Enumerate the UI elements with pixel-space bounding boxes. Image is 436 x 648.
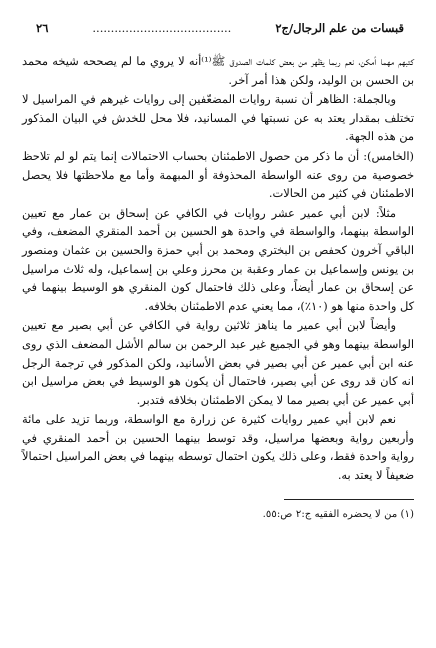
header-dots: ...................................... bbox=[92, 21, 232, 35]
footnote: (١) من لا يحضره الفقيه ج:٢ ص:٥٥. bbox=[262, 508, 414, 520]
footnote-separator bbox=[284, 499, 414, 500]
running-title: قبسات من علم الرجال/ج٢ bbox=[275, 21, 404, 35]
body-paragraph: (الخامس): أن ما ذكر من حصول الاطمئنان بحساب الاحتمالات إنما يتم لو لم تلاحظ خصوصية من روى عنه الواسطة المحذوفة أو المبهمة وأما مع ملاحظتها فلا يحصل الاطمئنان في كثير من الحالات. bbox=[22, 148, 414, 201]
body-paragraph: مثلاً: لابن أبي عمير عشر روايات في الكافي عن إسحاق بن عمار مع تعيين الواسطة بينهما، والواسطة في واحدة هو الحسين بن أحمد المنقري المضعف، وفي الباقي آخرون كحفص بن البختري ومحمد بن أبي حمزة والحسين بن عثمان ومنصور بن يونس وإسماعيل بن عمار وعقبة بن محرز وعلي بن إسماعيل، وله ثلاث مراسيل عن إسحاق بن عمار أيضاً، وعلى ذلك فاحتمال كون المنقري هو الوسيط بينهما في كل واحدة منها هو (١٠٪)، مما يعني عدم الاطمئنان بخلافه. bbox=[22, 205, 414, 313]
body-paragraph: نعم لابن أبي عمير روايات كثيرة عن زرارة مع الواسطة، وربما تزيد على مائة وأربعين رواية وبعضها مراسيل، وقد توسط بينهما الحسين بن أحمد المنقري في رواية واحدة فقط، وعلى ذلك يكون احتمال توسطه بينهما في بعض المراسيل احتمالاً ضعيفاً لا يعتد به. bbox=[22, 412, 414, 483]
page-header bbox=[22, 20, 414, 38]
page-number: ٢٦ bbox=[36, 21, 49, 35]
body-paragraph: كتبهم مهما أمكن، نعم ربما يظهر من بعض كلمات الصدوق ﷺ⁽¹⁾أنه لا يروي ما لم يصححه شيخه محمد بن الحسن بن الوليد، ولكن هذا أمر آخر. bbox=[22, 54, 414, 87]
page-body bbox=[22, 52, 414, 485]
body-paragraph: وبالجملة: الظاهر أن نسبة روايات المضعّفين إلى روايات غيرهم في المراسيل لا تختلف بمقدار يعتد به عن نسبتها في المسانيد، فلا محل للخدش في البيان المذكور من هذه الجهة. bbox=[22, 92, 414, 144]
body-paragraph: وأيضاً لابن أبي عمير ما يناهز ثلاثين رواية في الكافي عن أبي بصير مع تعيين الواسطة بينهما وهو في الجميع غير عبد الرحمن بن سالم الأشل المضعف الذي روى عنه ابن أبي عمير عن أبي بصير في بعض الأسانيد، ولكن المذكور في ترجمة الرجل انه كان قد روى عن أبي بصير، فاحتمال أن يكون هو الوسيط في بعض مراسيل ابن أبي عمير عن أبي بصير مما لا يمكن الاطمئنان بخلافه فتدبر. bbox=[22, 318, 414, 407]
